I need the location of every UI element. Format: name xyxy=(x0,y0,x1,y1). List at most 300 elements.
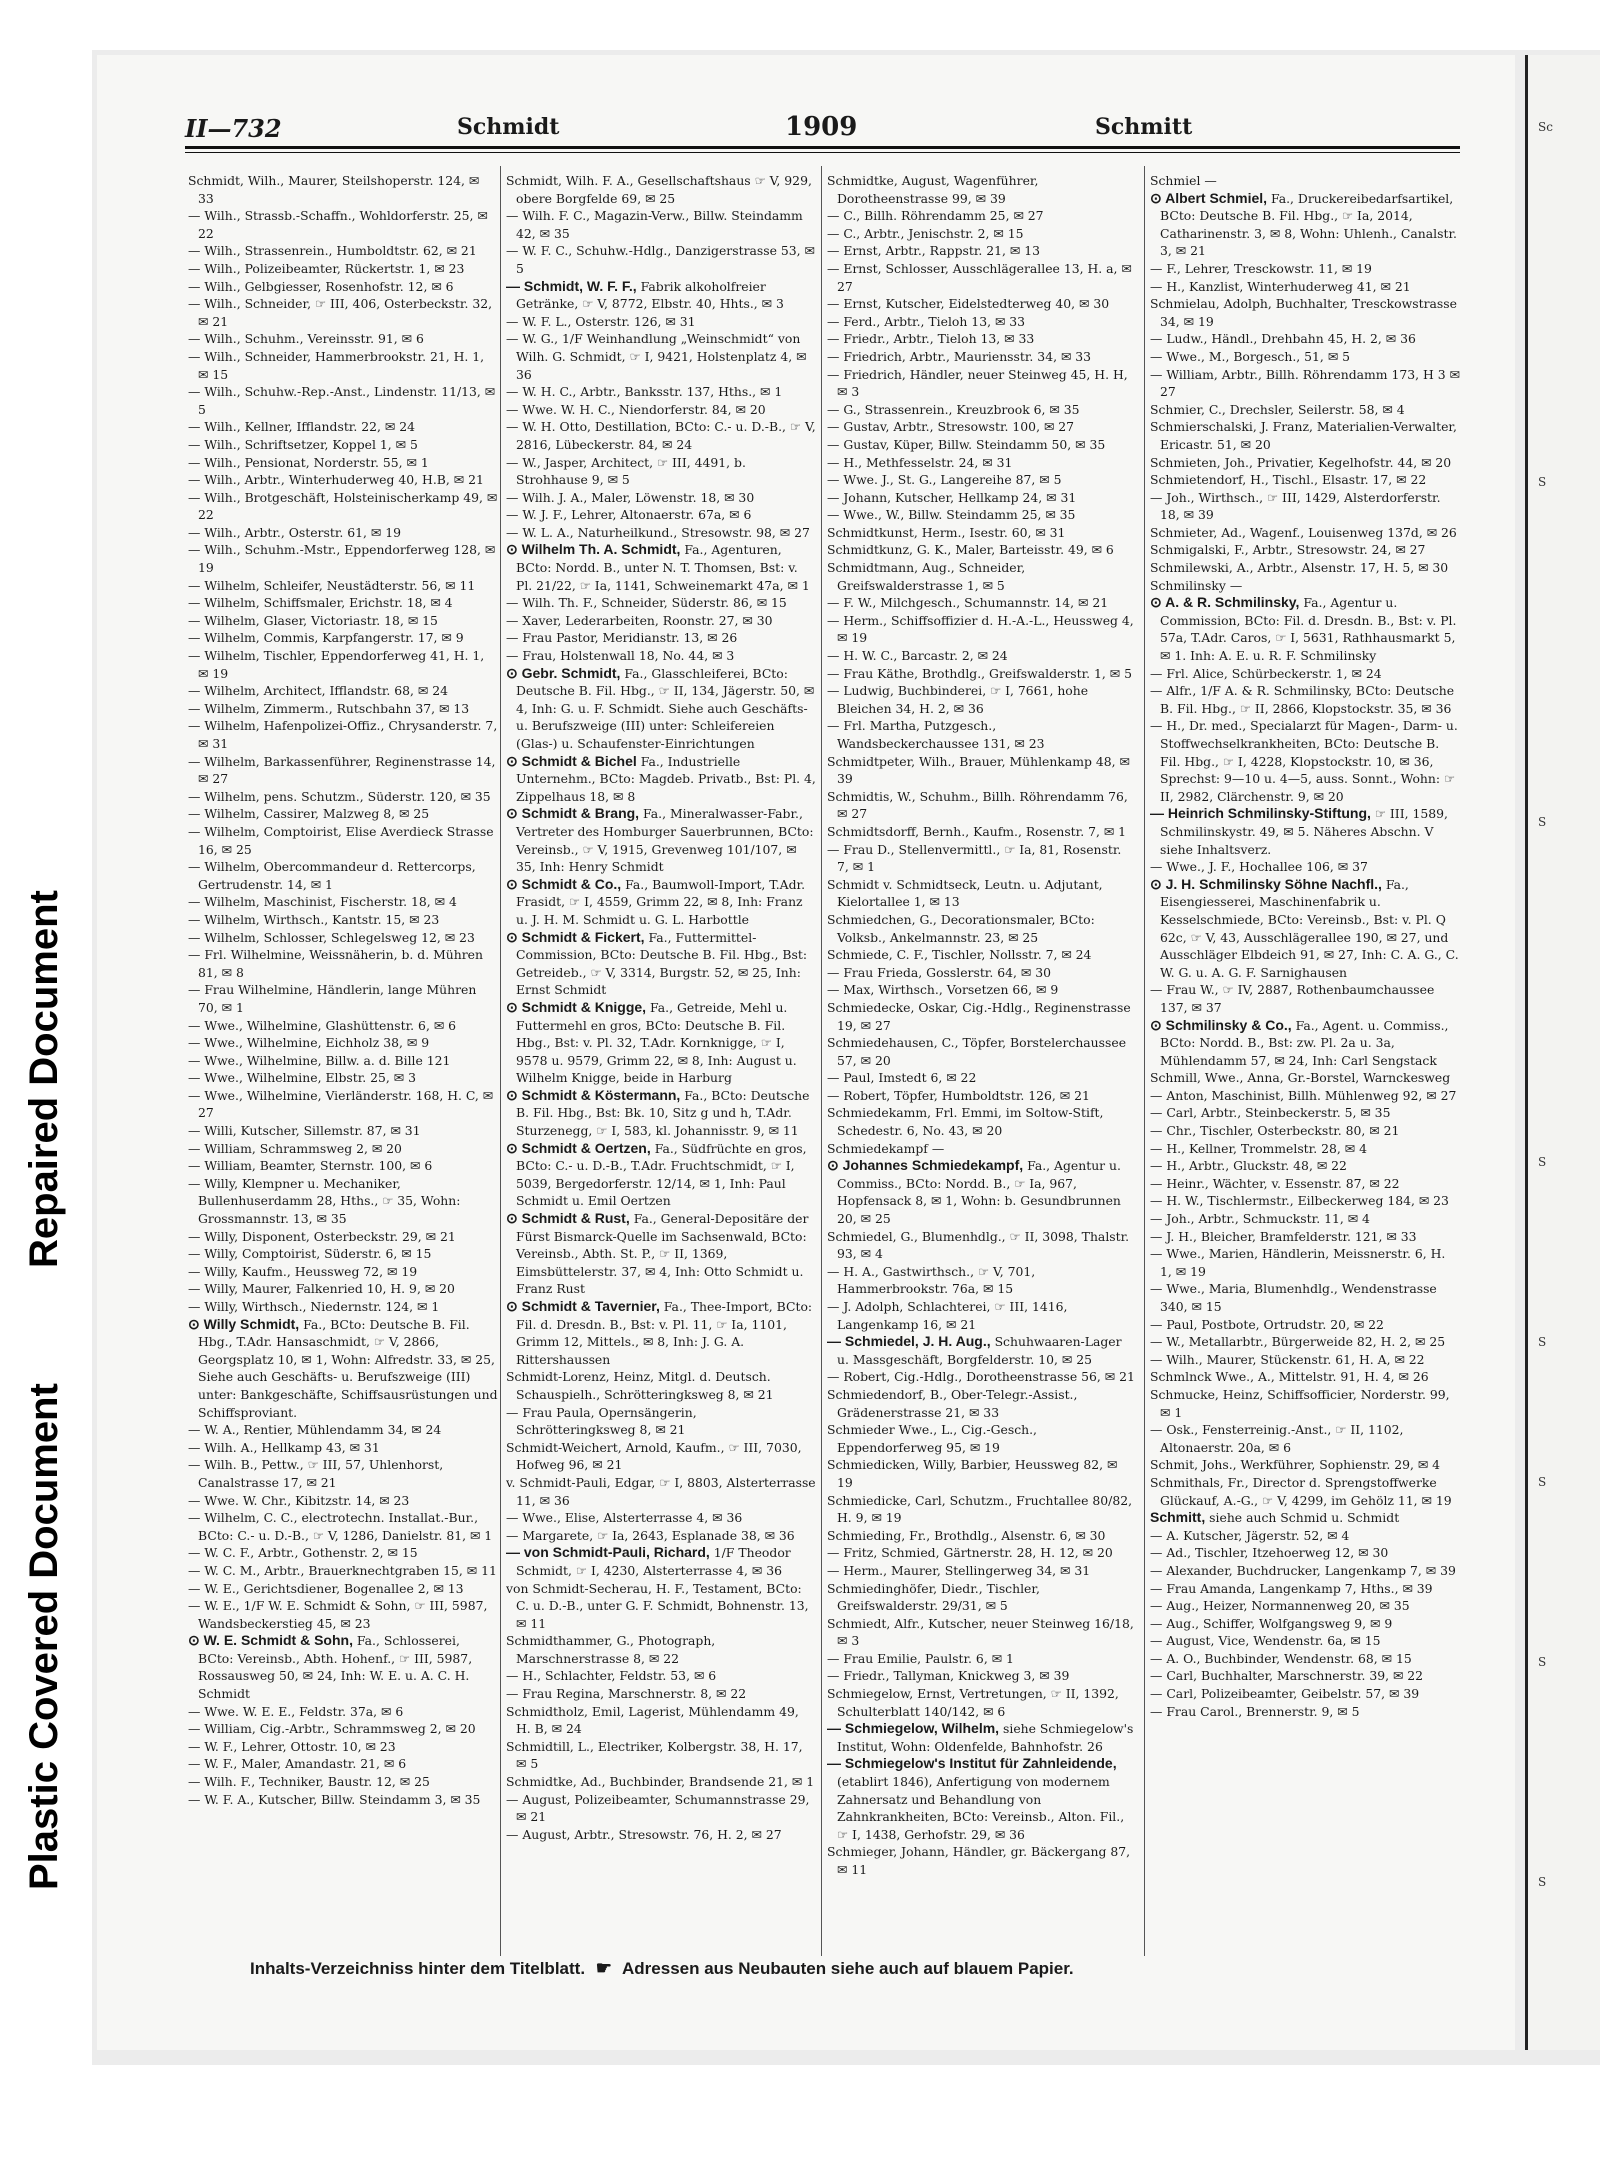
entry-text: — A. O., Buchbinder, Wendenstr. 68, ✉ 15 xyxy=(1150,1650,1412,1666)
directory-entry xyxy=(827,981,1137,999)
entry-firm-name: ⊙ Schmidt & Oertzen, xyxy=(506,1139,651,1156)
directory-entry xyxy=(188,911,498,929)
entry-text: — William, Schrammsweg 2, ✉ 20 xyxy=(188,1140,402,1156)
entry-text: — Wilhelm, Wirthsch., Kantstr. 15, ✉ 23 xyxy=(188,911,440,927)
directory-entry xyxy=(1150,1192,1460,1210)
entry-text: (etablirt 1846), Anfertigung von modernem Zahnersatz und Behandlung von Zahnkrankheiten, BCto: Vereinsb., Alton. Fil., ☞ I, 1438, Gerhofstr. 29, ✉ 36 xyxy=(837,1774,1125,1842)
entry-text: — Wilh., Gelbgiesser, Rosenhofstr. 12, ✉ 6 xyxy=(188,278,454,294)
directory-entry xyxy=(188,1738,498,1756)
entry-text: — Carl, Polizeibeamter, Geibelstr. 57, ✉ 39 xyxy=(1150,1686,1420,1702)
entry-text: — Wilhelm, Schleifer, Neustädterstr. 56, ✉ 11 xyxy=(188,577,476,593)
directory-entry xyxy=(1150,1069,1460,1087)
directory-entry xyxy=(1150,172,1460,190)
directory-entry xyxy=(827,242,1137,260)
entry-text: Fa., Schlosserei, BCto: Vereinsb., Abth. Hohenf., ☞ III, 5987, Rossausweg 50, ✉ 24, Inh: W. E. u. A. C. H. Schmidt xyxy=(198,1633,473,1702)
directory-entry xyxy=(827,1527,1137,1545)
header-year: 1909 xyxy=(785,112,858,142)
directory-entry xyxy=(188,1298,498,1316)
directory-entry xyxy=(188,524,498,542)
entry-text: — Wilh., Pensionat, Norderstr. 55, ✉ 1 xyxy=(188,454,429,470)
entry-text: Schmier, C., Drechsler, Seilerstr. 58, ✉ 4 xyxy=(1150,401,1405,417)
entry-text: — Frau Wilhelmine, Händlerin, lange Mühren 70, ✉ 1 xyxy=(188,982,477,1015)
entry-text: Fa., Agentur u. Commission, BCto: Fil. d. Dresdn. B., Bst: v. Pl. 57a, T.Adr. Caros, ☞ I, 5631, Rathhausmarkt 5, ✉ 1. Inh: A. E. u. R. F. Schmilinsky xyxy=(1160,595,1457,664)
entry-text: — Willy, Klempner u. Mechaniker, Bullenhuserdamm 28, Hths., ☞ 35, Wohn: Grossmannstr. 13, ✉ 35 xyxy=(188,1175,461,1227)
header-rule-thin xyxy=(185,152,1460,153)
directory-entry xyxy=(827,788,1137,823)
entry-text: — Ernst, Arbtr., Rappstr. 21, ✉ 13 xyxy=(827,243,1041,259)
entry-firm-name: ⊙ Schmidt & Rust, xyxy=(506,1210,630,1227)
directory-entry xyxy=(1150,1456,1460,1474)
entry-text: — Wilhelm, Architect, Ifflandstr. 68, ✉ 24 xyxy=(188,683,449,699)
entry-firm-name: ⊙ Schmidt & Co., xyxy=(506,875,622,892)
entry-text: — W. C. F., Arbtr., Gothenstr. 2, ✉ 15 xyxy=(188,1545,418,1561)
entry-text: — Chr., Tischler, Osterbeckstr. 80, ✉ 21 xyxy=(1150,1123,1400,1139)
entry-firm-name: ⊙ Albert Schmiel, xyxy=(1150,189,1268,206)
entry-text: — Joh., Arbtr., Schmuckstr. 11, ✉ 4 xyxy=(1150,1211,1370,1227)
directory-entry xyxy=(827,1263,1137,1298)
directory-entry xyxy=(1150,471,1460,489)
entry-text: Schmidt v. Schmidtseck, Leutn. u. Adjutant, Kielortallee 1, ✉ 13 xyxy=(827,876,1103,910)
directory-entry xyxy=(506,805,816,875)
entry-text: Schmilewski, A., Arbtr., Alsenstr. 17, H. 5, ✉ 30 xyxy=(1150,560,1449,576)
directory-entry xyxy=(1150,1157,1460,1175)
entry-text: — A. Kutscher, Jägerstr. 52, ✉ 4 xyxy=(1150,1527,1350,1543)
entry-text: Fabrik alkoholfreier Getränke, ☞ V, 8772, Elbstr. 40, Hhts., ✉ 3 xyxy=(516,278,784,312)
entry-text: Schmit, Johs., Werkführer, Sophienstr. 29, ✉ 4 xyxy=(1150,1457,1441,1473)
entry-text: Schmieding, Fr., Brothdlg., Alsenstr. 6, ✉ 30 xyxy=(827,1527,1106,1543)
entry-text: — W. E., 1/F W. E. Schmidt & Sohn, ☞ III, 5987, Wandsbeckerstieg 45, ✉ 23 xyxy=(188,1598,488,1631)
directory-entry xyxy=(188,1773,498,1791)
directory-entry xyxy=(188,929,498,947)
entry-text: — William, Arbtr., Billh. Röhrendamm 173, H 3 ✉ 27 xyxy=(1150,366,1460,400)
entry-text: — August, Vice, Wendenstr. 6a, ✉ 15 xyxy=(1150,1633,1381,1649)
entry-text: — W. F. C., Schuhw.-Hdlg., Danzigerstrasse 53, ✉ 5 xyxy=(506,243,815,276)
entry-text: — Friedrich, Arbtr., Mauriensstr. 34, ✉ 33 xyxy=(827,348,1092,364)
directory-entry xyxy=(827,1562,1137,1580)
directory-entry xyxy=(1150,1175,1460,1193)
entry-text: — Wilh., Polizeibeamter, Rückertstr. 1, ✉ 23 xyxy=(188,260,465,276)
entry-text: — Gustav, Arbtr., Stresowstr. 100, ✉ 27 xyxy=(827,419,1075,435)
header-right-name: Schmitt xyxy=(1095,114,1193,140)
directory-entry xyxy=(1150,981,1460,1016)
entry-text: ☞ III, 1589, Schmilinskystr. 49, ✉ 5. Näheres Abschn. V siehe Inhaltsverz. xyxy=(1160,806,1448,857)
entry-text: Schmiedekamm, Frl. Emmi, im Soltow-Stift, Schedestr. 6, No. 43, ✉ 20 xyxy=(827,1105,1104,1139)
entry-text: — W. L. A., Naturheilkund., Stresowstr. 98, ✉ 27 xyxy=(506,524,810,540)
repaired-document-label: Repaired Document xyxy=(22,890,66,1268)
directory-entry xyxy=(827,1034,1137,1069)
directory-entry xyxy=(506,330,816,383)
directory-entry xyxy=(827,1755,1137,1843)
entry-text: — Wilh., Schuhm.-Mstr., Eppendorferweg 128, ✉ 19 xyxy=(188,542,496,576)
directory-entry xyxy=(188,858,498,893)
directory-entry xyxy=(827,1386,1137,1421)
directory-entry xyxy=(506,506,816,524)
directory-entry xyxy=(1150,348,1460,366)
directory-entry xyxy=(506,1474,816,1509)
entry-text: — Ludw., Händl., Drehbahn 45, H. 2, ✉ 36 xyxy=(1150,331,1416,347)
entry-text: — Wwe. W. H. C., Niendorferstr. 84, ✉ 20 xyxy=(506,401,766,417)
entry-text: — Frau Käthe, Brothdlg., Greifswalderstr. 1, ✉ 5 xyxy=(827,665,1133,681)
entry-text: — Gustav, Küper, Billw. Steindamm 50, ✉ 35 xyxy=(827,436,1106,452)
directory-entry xyxy=(1150,278,1460,296)
entry-text: — Wilhelm, Tischler, Eppendorferweg 41, H. 1, ✉ 19 xyxy=(188,648,485,681)
directory-entry xyxy=(827,207,1137,225)
directory-entry xyxy=(188,1245,498,1263)
directory-entry xyxy=(506,876,816,929)
entry-text: — W. G., 1/F Weinhandlung „Weinschmidt“ von Wilh. G. Schmidt, ☞ I, 9421, Holstenplatz 4, ✉ 36 xyxy=(506,331,807,382)
directory-entry xyxy=(1150,366,1460,401)
directory-entry xyxy=(1150,717,1460,805)
directory-entry xyxy=(827,559,1137,594)
directory-entry xyxy=(188,893,498,911)
directory-entry xyxy=(1150,1597,1460,1615)
directory-entry xyxy=(188,577,498,595)
directory-entry xyxy=(506,1632,816,1667)
directory-entry xyxy=(188,541,498,576)
directory-entry xyxy=(827,1843,1137,1878)
entry-text: Fa., Industrielle Unternehm., BCto: Magdeb. Privatb., Bst: Pl. 4, Zippelhaus 18, ✉ 8 xyxy=(516,753,816,804)
directory-entry xyxy=(827,489,1137,507)
directory-entry xyxy=(188,700,498,718)
directory-entry xyxy=(1150,665,1460,683)
directory-entry xyxy=(506,454,816,489)
directory-entry xyxy=(188,1580,498,1598)
directory-entry xyxy=(827,1615,1137,1650)
directory-entry xyxy=(1150,559,1460,577)
directory-entry xyxy=(506,1087,816,1140)
directory-entry xyxy=(827,366,1137,401)
entry-text: — Wwe., Wilhelmine, Eichholz 38, ✉ 9 xyxy=(188,1035,430,1051)
directory-entry xyxy=(827,418,1137,436)
directory-entry xyxy=(827,1069,1137,1087)
entry-text: Schmiedicke, Carl, Schutzm., Fruchtallee 80/82, H. 9, ✉ 19 xyxy=(827,1492,1133,1526)
entry-text: — F. W., Milchgesch., Schumannstr. 14, ✉ 21 xyxy=(827,595,1109,611)
directory-entry xyxy=(1150,295,1460,330)
entry-text: — Frau D., Stellenvermittl., ☞ Ia, 81, Rosenstr. 7, ✉ 1 xyxy=(827,841,1122,875)
directory-entry xyxy=(506,629,816,647)
page-number: II—732 xyxy=(185,114,282,143)
entry-text: — Frau, Holstenwall 18, No. 44, ✉ 3 xyxy=(506,648,735,664)
entry-text: Schmierschalski, J. Franz, Materialien-Verwalter, Ericastr. 51, ✉ 20 xyxy=(1150,419,1457,452)
entry-text: — Margarete, ☞ Ia, 2643, Esplanade 38, ✉ 36 xyxy=(506,1527,795,1543)
header-left-name: Schmidt xyxy=(457,114,560,140)
directory-column-4 xyxy=(1150,172,1460,1947)
entry-text: — W. F. A., Kutscher, Billw. Steindamm 3, ✉ 35 xyxy=(188,1791,481,1807)
directory-entry xyxy=(188,946,498,981)
entry-firm-name: ⊙ W. E. Schmidt & Sohn, xyxy=(188,1632,353,1649)
header-rule xyxy=(185,146,1460,149)
entry-text: Schmidtpeter, Wilh., Brauer, Mühlenkamp 48, ✉ 39 xyxy=(827,753,1130,787)
entry-text: Fa., BCto: Deutsche B. Fil. Hbg., T.Adr. Hansaschmidt, ☞ V, 2866, Georgsplatz 10, ✉ 1, Wohn: Alfredstr. 33, ✉ 25, Siehe auch Geschäfts- u. Berufszweige (III) unter: Bankgeschäfte, Schiffsausrüstungen und Schiffsproviant. xyxy=(198,1316,498,1420)
directory-entry xyxy=(827,1298,1137,1333)
directory-entry xyxy=(188,1562,498,1580)
directory-column-2 xyxy=(506,172,816,1947)
entry-text: — Wwe. J., St. G., Langereihe 87, ✉ 5 xyxy=(827,472,1062,488)
entry-text: — Wilh., Schneider, Hammerbrookstr. 21, H. 1, ✉ 15 xyxy=(188,348,485,382)
directory-entry xyxy=(827,1492,1137,1527)
entry-firm-name: ⊙ A. & R. Schmilinsky, xyxy=(1150,594,1300,611)
entry-text: — H., Dr. med., Specialarzt für Magen-, Darm- u. Stoffwechselkrankheiten, BCto: Deutsche B. Fil. Hbg., ☞ I, 4228, Klopstockstr. 10, ✉ 36, Sprechst: 9—10 u. 4—5, auss. Sonnt., Wohn: ☞ II, 2982, Clärchenstr. 9, ✉ 20 xyxy=(1150,718,1458,804)
entry-text: — Carl, Arbtr., Steinbeckerstr. 5, ✉ 35 xyxy=(1150,1105,1391,1121)
entry-firm-name: — Heinrich Schmilinsky-Stiftung, xyxy=(1150,805,1371,822)
adjacent-page-char: S xyxy=(1538,1335,1547,1349)
adjacent-page-edge xyxy=(1525,55,1600,2050)
directory-entry xyxy=(827,1667,1137,1685)
entry-text: Schmill, Wwe., Anna, Gr.-Borstel, Warnckesweg xyxy=(1150,1070,1451,1086)
directory-entry xyxy=(827,225,1137,243)
directory-entry xyxy=(506,647,816,665)
directory-entry xyxy=(827,506,1137,524)
directory-entry xyxy=(1150,401,1460,419)
directory-entry xyxy=(1150,805,1460,858)
entry-text: — W. J. F., Lehrer, Altonaerstr. 67a, ✉ 6 xyxy=(506,507,752,523)
entry-text: — W. C. M., Arbtr., Brauerknechtgraben 15, ✉ 11 xyxy=(188,1562,497,1578)
entry-text: Fa., Druckereibedarfsartikel, BCto: Deutsche B. Fil. Hbg., ☞ Ia, 2014, Catharinenstr. 3, ✉ 8, Wohn: Uhlenh., Canalstr. 3, ✉ 21 xyxy=(1160,190,1457,259)
entry-text: — Wilhelm, pens. Schutzm., Süderstr. 120, ✉ 35 xyxy=(188,788,491,804)
entry-firm-name: — Schmiedel, J. H. Aug., xyxy=(827,1333,991,1350)
directory-entry xyxy=(506,524,816,542)
entry-text: — H., Methfesselstr. 24, ✉ 31 xyxy=(827,454,1013,470)
column-divider xyxy=(1144,166,1145,1956)
entry-firm-name: — Schmiegelow, Wilhelm, xyxy=(827,1720,1000,1737)
directory-entry xyxy=(1150,1104,1460,1122)
footer-new-buildings-note: Adressen aus Neubauten siehe auch auf blauem Papier. xyxy=(622,1959,1074,1978)
entry-text: — Wilh., Schriftsetzer, Koppel 1, ✉ 5 xyxy=(188,436,418,452)
entry-text: — H. W. C., Barcastr. 2, ✉ 24 xyxy=(827,648,1008,664)
entry-firm-name: ⊙ Schmidt & Bichel xyxy=(506,752,637,769)
plastic-covered-document-label: Plastic Covered Document xyxy=(22,1383,66,1890)
directory-entry xyxy=(827,665,1137,683)
directory-entry xyxy=(506,1773,816,1791)
directory-entry xyxy=(188,260,498,278)
directory-entry xyxy=(1150,1527,1460,1545)
entry-text: — Willy, Kaufm., Heussweg 72, ✉ 19 xyxy=(188,1263,418,1279)
entry-text: — Osk., Fensterreinig.-Anst., ☞ II, 1102, Altonaerstr. 20a, ✉ 6 xyxy=(1150,1422,1404,1455)
entry-text: — Frau Carol., Brennerstr. 9, ✉ 5 xyxy=(1150,1703,1360,1719)
entry-text: Schmidt, Wilh. F. A., Gesellschaftshaus ☞ V, 929, obere Borgfelde 69, ✉ 25 xyxy=(506,173,812,206)
entry-text: — Frau Emilie, Paulstr. 6, ✉ 1 xyxy=(827,1650,1014,1666)
directory-entry xyxy=(1150,1703,1460,1721)
entry-text: — W., Metallarbtr., Bürgerweide 82, H. 2, ✉ 25 xyxy=(1150,1334,1446,1350)
directory-entry xyxy=(827,1368,1137,1386)
directory-entry xyxy=(827,1580,1137,1615)
directory-entry xyxy=(1150,1122,1460,1140)
entry-text: — Frau Frieda, Gosslerstr. 64, ✉ 30 xyxy=(827,964,1051,980)
directory-entry xyxy=(506,594,816,612)
directory-entry xyxy=(188,278,498,296)
entry-text: — Wilh., Strassenrein., Humboldtstr. 62, ✉ 21 xyxy=(188,243,477,259)
directory-entry xyxy=(506,489,816,507)
directory-entry xyxy=(1150,1562,1460,1580)
entry-text: Schmlnck Wwe., A., Mittelstr. 91, H. 4, ✉ 26 xyxy=(1150,1369,1429,1385)
entry-text: — Wilh. F., Techniker, Baustr. 12, ✉ 25 xyxy=(188,1774,430,1790)
directory-entry xyxy=(506,1210,816,1298)
entry-text: — Frau Pastor, Meridianstr. 13, ✉ 26 xyxy=(506,630,738,646)
directory-entry xyxy=(1150,682,1460,717)
directory-entry xyxy=(1150,1140,1460,1158)
scan-side-labels xyxy=(0,0,90,2177)
directory-entry xyxy=(506,665,816,753)
directory-entry xyxy=(506,1527,816,1545)
entry-text: Schmidtke, August, Wagenführer, Dorotheenstrasse 99, ✉ 39 xyxy=(827,173,1039,206)
directory-entry xyxy=(827,999,1137,1034)
entry-text: Schmidtill, L., Electriker, Kolbergstr. 38, H. 17, ✉ 5 xyxy=(506,1738,803,1772)
entry-text: — Ad., Tischler, Itzehoerweg 12, ✉ 30 xyxy=(1150,1545,1389,1561)
entry-text: Schmidtholz, Emil, Lagerist, Mühlendamm 49, H. B, ✉ 24 xyxy=(506,1703,799,1737)
directory-entry xyxy=(827,1087,1137,1105)
directory-entry xyxy=(506,313,816,331)
entry-text: Schmidtmann, Aug., Schneider, Greifswalderstrasse 1, ✉ 5 xyxy=(827,560,1026,593)
directory-entry xyxy=(1150,1580,1460,1598)
entry-text: — Wilhelm, Comptoirist, Elise Averdieck Strasse 16, ✉ 25 xyxy=(188,823,494,857)
entry-text: Schmieger, Johann, Händler, gr. Bäckergang 87, ✉ 11 xyxy=(827,1844,1131,1877)
entry-text: Schmiedecke, Oskar, Cig.-Hdlg., Reginenstrasse 19, ✉ 27 xyxy=(827,999,1131,1033)
directory-entry xyxy=(827,401,1137,419)
entry-text: Schmidt-Weichert, Arnold, Kaufm., ☞ III, 7030, Hofweg 96, ✉ 21 xyxy=(506,1439,802,1473)
directory-entry xyxy=(827,313,1137,331)
directory-entry xyxy=(1150,1650,1460,1668)
directory-entry xyxy=(1150,1667,1460,1685)
entry-firm-name: ⊙ Schmidt & Brang, xyxy=(506,805,640,822)
entry-text: — Wilhelm, Cassirer, Malzweg 8, ✉ 25 xyxy=(188,806,430,822)
entry-text: siehe Schmiegelow's Institut, Wohn: Oldenfelde, Bahnhofstr. 26 xyxy=(837,1721,1134,1754)
directory-entry xyxy=(506,207,816,242)
directory-entry xyxy=(188,454,498,472)
entry-text: — Willi, Kutscher, Sillemstr. 87, ✉ 31 xyxy=(188,1123,421,1139)
entry-text: Schmidtkunz, G. K., Maler, Barteisstr. 49, ✉ 6 xyxy=(827,542,1114,558)
page-footer xyxy=(250,1958,1470,1986)
directory-entry xyxy=(188,1492,498,1510)
directory-entry xyxy=(188,1087,498,1122)
entry-text: Schmucke, Heinz, Schiffsofficier, Norderstr. 99, ✉ 1 xyxy=(1150,1386,1450,1420)
scan-bottom-margin xyxy=(0,2065,1600,2177)
entry-text: — Friedrich, Händler, neuer Steinweg 45, H. H, ✉ 3 xyxy=(827,366,1128,400)
directory-entry xyxy=(827,471,1137,489)
entry-text: Fa., Baumwoll-Import, T.Adr. Frasidt, ☞ I, 4559, Grimm 22, ✉ 8, Inh: Franz u. J. H. M. Schmidt u. G. L. Harbottle xyxy=(516,876,806,927)
entry-text: Schmilinsky — xyxy=(1150,577,1243,593)
directory-entry xyxy=(506,929,816,999)
entry-text: — Wilh. F. C., Magazin-Verw., Billw. Steindamm 42, ✉ 35 xyxy=(506,208,803,241)
directory-entry xyxy=(506,1738,816,1773)
pointing-hand-icon: ☛ xyxy=(595,1958,612,1978)
entry-text: — W. A., Rentier, Mühlendamm 34, ✉ 24 xyxy=(188,1422,442,1438)
entry-text: — Frau Paula, Opernsängerin, Schrötteringksweg 8, ✉ 21 xyxy=(506,1404,697,1438)
directory-entry xyxy=(188,1157,498,1175)
entry-text: — G., Strassenrein., Kreuzbrook 6, ✉ 35 xyxy=(827,401,1080,417)
directory-entry xyxy=(1150,1509,1460,1527)
entry-text: — H. W., Tischlermstr., Eilbeckerweg 184, ✉ 23 xyxy=(1150,1193,1449,1209)
entry-firm-name: ⊙ Schmidt & Fickert, xyxy=(506,928,645,945)
entry-text: — Xaver, Lederarbeiten, Roonstr. 27, ✉ 30 xyxy=(506,612,773,628)
directory-entry xyxy=(188,172,498,207)
entry-text: — Wwe., Maria, Blumenhdlg., Wendenstrasse 340, ✉ 15 xyxy=(1150,1281,1437,1314)
directory-entry xyxy=(188,1017,498,1035)
directory-entry xyxy=(188,1069,498,1087)
directory-entry xyxy=(827,823,1137,841)
directory-entry xyxy=(827,1685,1137,1720)
directory-entry xyxy=(1150,1685,1460,1703)
entry-text: — Wwe., Wilhelmine, Elbstr. 25, ✉ 3 xyxy=(188,1070,417,1086)
directory-entry xyxy=(506,1580,816,1633)
directory-entry xyxy=(1150,489,1460,524)
entry-text: 1/F Theodor Schmidt, ☞ I, 4230, Alsterterrasse 4, ✉ 36 xyxy=(516,1545,791,1578)
entry-firm-name: ⊙ Schmidt & Tavernier, xyxy=(506,1298,660,1314)
entry-text: — August, Polizeibeamter, Schumannstrasse 29, ✉ 21 xyxy=(506,1791,810,1825)
directory-entry xyxy=(506,278,816,313)
directory-entry xyxy=(827,330,1137,348)
directory-entry xyxy=(827,841,1137,876)
entry-text: — Ernst, Kutscher, Eidelstedterweg 40, ✉ 30 xyxy=(827,296,1110,312)
directory-entry xyxy=(827,1544,1137,1562)
directory-entry xyxy=(1150,1280,1460,1315)
entry-text: — Wilh., Schuhw.-Rep.-Anst., Lindenstr. 11/13, ✉ 5 xyxy=(188,384,496,417)
entry-text: — Aug., Heizer, Normannenweg 20, ✉ 35 xyxy=(1150,1598,1410,1614)
entry-text: — W. H. Otto, Destillation, BCto: C.- u. D.-B., ☞ V, 2816, Lübeckerstr. 84, ✉ 24 xyxy=(506,419,816,452)
entry-text: Schuhwaaren-Lager u. Massgeschäft, Borgfelderstr. 10, ✉ 25 xyxy=(837,1334,1122,1367)
entry-text: — Johann, Kutscher, Hellkamp 24, ✉ 31 xyxy=(827,489,1077,505)
directory-entry xyxy=(188,1034,498,1052)
entry-text: — Paul, Postbote, Ortrudstr. 20, ✉ 22 xyxy=(1150,1316,1384,1332)
entry-text: — Wilhelm, Maschinist, Fischerstr. 18, ✉ 4 xyxy=(188,894,457,910)
entry-text: — Wilh., Arbtr., Winterhuderweg 40, H.B, ✉ 21 xyxy=(188,472,484,488)
directory-entry xyxy=(1150,1017,1460,1070)
directory-entry xyxy=(188,436,498,454)
entry-text: — H., Kellner, Trommelstr. 28, ✉ 4 xyxy=(1150,1140,1367,1156)
entry-text: — Wilhelm, C. C., electrotechn. Installat.-Bur., BCto: C.- u. D.-B., ☞ V, 1286, Danielstr. 81, ✉ 1 xyxy=(188,1510,493,1543)
entry-text: Schmiedendorf, B., Ober-Telegr.-Assist., Grädenerstrasse 21, ✉ 33 xyxy=(827,1386,1078,1420)
entry-text: Schmiedehausen, C., Töpfer, Borstelerchaussee 57, ✉ 20 xyxy=(827,1035,1127,1068)
entry-text: Schmiedt, Alfr., Kutscher, neuer Steinweg 16/18, ✉ 3 xyxy=(827,1615,1134,1649)
entry-text: — Friedr., Tallyman, Knickweg 3, ✉ 39 xyxy=(827,1668,1070,1684)
entry-text: — Wilh., Schuhm., Vereinsstr. 91, ✉ 6 xyxy=(188,331,424,347)
entry-text: — Ludwig, Buchbinderei, ☞ I, 7661, hohe Bleichen 34, H. 2, ✉ 36 xyxy=(827,683,1089,716)
directory-entry xyxy=(506,1667,816,1685)
entry-text: Schmidtis, W., Schuhm., Billh. Röhrendamm 76, ✉ 27 xyxy=(827,788,1128,822)
entry-text: — Wilh. Th. F., Schneider, Süderstr. 86, ✉ 15 xyxy=(506,595,787,611)
entry-text: v. Schmidt-Pauli, Edgar, ☞ I, 8803, Alsterterrasse 11, ✉ 36 xyxy=(506,1474,816,1508)
entry-text: — Wilhelm, Schiffsmaler, Erichstr. 18, ✉ 4 xyxy=(188,595,453,611)
directory-entry xyxy=(188,1228,498,1246)
directory-entry xyxy=(1150,876,1460,982)
directory-entry xyxy=(1150,541,1460,559)
entry-firm-name: ⊙ Schmidt & Köstermann, xyxy=(506,1086,681,1103)
directory-entry xyxy=(188,981,498,1016)
entry-text: — Willy, Comptoirist, Süderstr. 6, ✉ 15 xyxy=(188,1246,432,1262)
entry-text: — Wilhelm, Glaser, Victoriastr. 18, ✉ 15 xyxy=(188,612,438,628)
entry-firm-name: ⊙ Johannes Schmiedekampf, xyxy=(827,1157,1024,1174)
directory-entry xyxy=(827,682,1137,717)
entry-firm-name: — Schmidt, W. F. F., xyxy=(506,277,637,294)
directory-entry xyxy=(188,1544,498,1562)
directory-entry xyxy=(506,1685,816,1703)
entry-text: Fa., Agent. u. Commiss., BCto: Nordd. B., Bst: zw. Pl. 2a u. 3a, Mühlendamm 57, ✉ 24, Inh: Carl Sengstack xyxy=(1160,1017,1449,1068)
directory-entry xyxy=(188,383,498,418)
directory-entry xyxy=(188,1755,498,1773)
directory-entry xyxy=(188,1509,498,1544)
entry-text: — W. F. L., Osterstr. 126, ✉ 31 xyxy=(506,313,696,329)
directory-entry xyxy=(1150,1474,1460,1509)
entry-text: — Wilhelm, Hafenpolizei-Offiz., Chrysanderstr. 7, ✉ 31 xyxy=(188,718,498,751)
directory-entry xyxy=(827,876,1137,911)
directory-entry xyxy=(188,1280,498,1298)
directory-entry xyxy=(1150,418,1460,453)
entry-text: Schmieten, Joh., Privatier, Kegelhofstr. 44, ✉ 20 xyxy=(1150,454,1452,470)
directory-entry xyxy=(827,348,1137,366)
entry-firm-name: ⊙ Schmidt & Knigge, xyxy=(506,998,647,1015)
entry-text: — Frl. Wilhelmine, Weissnäherin, b. d. Mühren 81, ✉ 8 xyxy=(188,947,483,980)
directory-entry xyxy=(188,1421,498,1439)
entry-text: Schmiedchen, G., Decorationsmaler, BCto: Volksb., Ankelmannstr. 23, ✉ 25 xyxy=(827,911,1095,945)
